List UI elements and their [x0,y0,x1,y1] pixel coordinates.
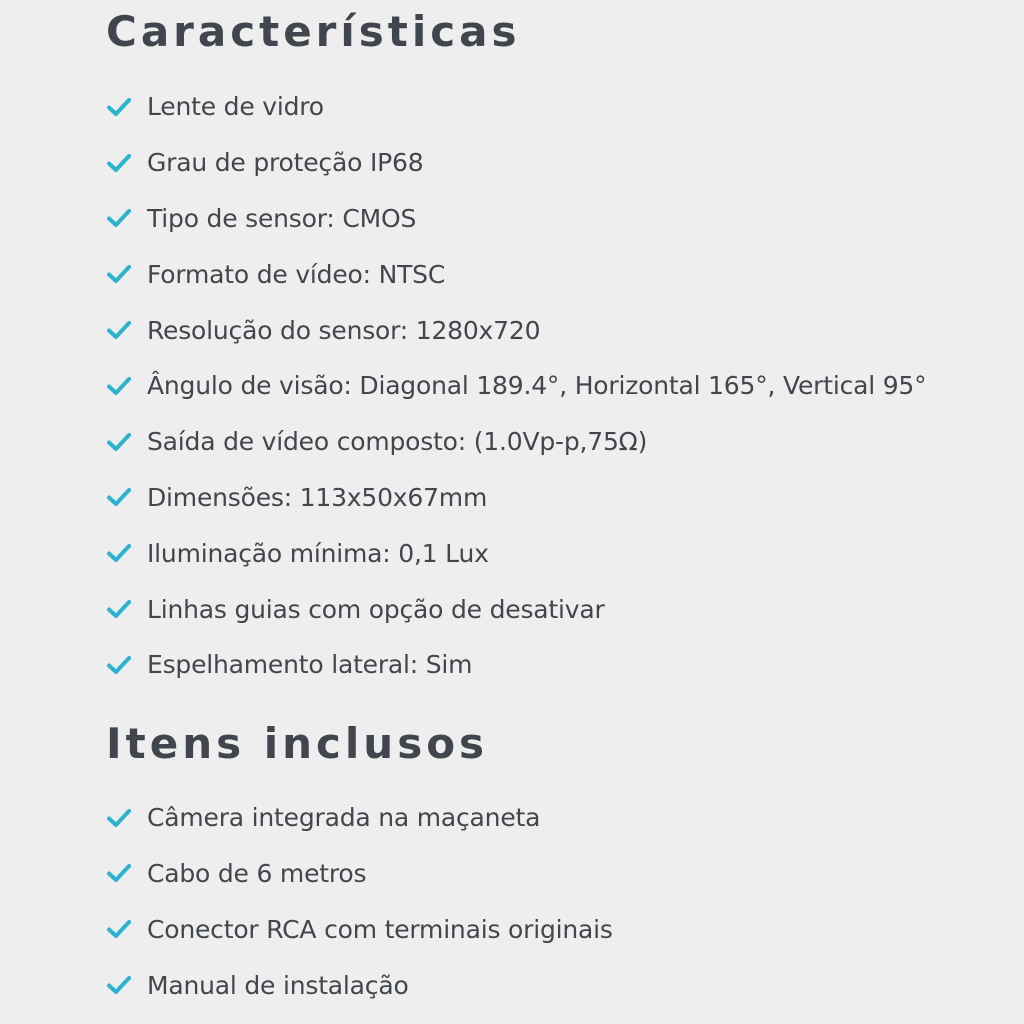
feature-label: Tipo de sensor: CMOS [147,203,417,233]
feature-label: Iluminação mínima: 0,1 Lux [147,538,489,568]
feature-label: Lente de vidro [147,92,324,122]
checkmark-icon [106,319,132,341]
list-item [106,846,1024,902]
feature-label: Grau de proteção IP68 [147,148,424,178]
included-label: Cabo de 6 metros [147,858,367,888]
list-item [106,135,1024,191]
list-item [106,581,1024,637]
list-item [106,957,1024,1013]
feature-label: Formato de vídeo: NTSC [147,259,446,289]
checkmark-icon [106,375,132,397]
checkmark-icon [106,96,132,118]
feature-label: Linhas guias com opção de desativar [147,594,605,624]
checkmark-icon [106,807,132,829]
checkmark-icon [106,263,132,285]
list-item [106,525,1024,581]
feature-label: Saída de vídeo composto: (1.0Vp-p,75Ω) [147,427,648,457]
checkmark-icon [106,974,132,996]
feature-label: Ângulo de visão: Diagonal 189.4°, Horizontal 165°, Vertical 95° [147,371,927,401]
included-label: Manual de instalação [147,970,409,1000]
feature-label: Resolução do sensor: 1280x720 [147,315,541,345]
checkmark-icon [106,598,132,620]
included-title: Itens inclusos [106,718,489,768]
included-label: Câmera integrada na maçaneta [147,803,541,833]
features-title: Características [106,7,521,56]
checkmark-icon [106,542,132,564]
list-item [106,637,1024,693]
list-item [106,790,1024,846]
checkmark-icon [106,431,132,453]
list-item [106,302,1024,358]
checkmark-icon [106,862,132,884]
included-label: Conector RCA com terminais originais [147,914,613,944]
checkmark-icon [106,207,132,229]
feature-label: Espelhamento lateral: Sim [147,650,473,680]
checkmark-icon [106,152,132,174]
included-list [106,790,1024,1013]
checkmark-icon [106,918,132,940]
list-item [106,414,1024,470]
features-list [106,79,1024,693]
list-item [106,246,1024,302]
list-item [106,358,1024,414]
feature-label: Dimensões: 113x50x67mm [147,482,488,512]
list-item [106,79,1024,135]
checkmark-icon [106,654,132,676]
list-item [106,191,1024,247]
list-item [106,470,1024,526]
checkmark-icon [106,486,132,508]
list-item [106,901,1024,957]
